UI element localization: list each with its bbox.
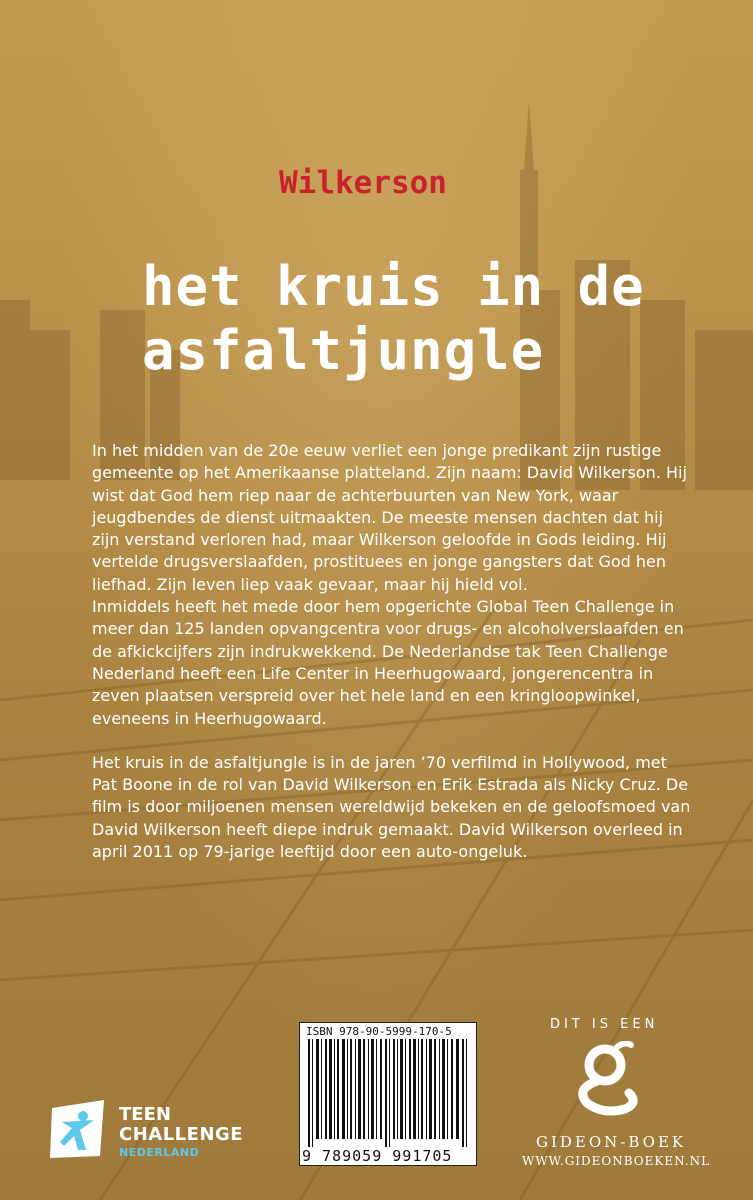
- teen-challenge-line-3: NEDERLAND: [119, 1146, 200, 1159]
- gideon-name: GIDEON-BOEK: [536, 1133, 687, 1151]
- gideon-url: WWW.GIDEONBOEKEN.NL: [522, 1154, 711, 1168]
- isbn-label: ISBN 978-90-5999-170-5: [306, 1025, 452, 1038]
- teen-challenge-line-2: CHALLENGE: [119, 1124, 244, 1145]
- gideon-tagline: DIT IS EEN: [550, 1017, 659, 1032]
- book-title-line-2: asfaltjungle: [142, 319, 545, 382]
- gideon-logo: [515, 1017, 711, 1168]
- blurb-paragraph-2: Inmiddels heeft het mede door hem opgerichte Global Teen Challenge in meer dan 125 landen opvangcentra voor drugs- en alcoholverslaafden en de afkickcijfers zijn indrukwekkend. De Nederlandse tak Teen Challenge Nederland heeft een Life Center in Heerhugowaard, jongerencentra in zeven plaatsen verspreid over het hele land en een kringloopwinkel, eveneens in Heerhugowaard.: [92, 597, 684, 728]
- g-monogram-icon: [567, 1041, 643, 1131]
- blurb: [92, 440, 692, 885]
- blurb-paragraph-1: In het midden van de 20e eeuw verliet een jonge predikant zijn rustige gemeente op het Amerikaanse platteland. Zijn naam: David Wilkerson. Hij wist dat God hem riep naar de achterbuurten van New York, waar jeugdbendes de dienst uitmaakten. De meeste mensen dachten dat hij zijn verstand verloren had, maar Wilkerson geloofde in Gods leiding. Hij vertelde drugsverslaafden, prostituees en jonge gangsters dat God hen liefhad. Zijn leven liep vaak gevaar, maar hij hield vol.: [92, 441, 687, 594]
- isbn-barcode: [299, 1022, 477, 1166]
- blurb-paragraph-3: Het kruis in de asfaltjungle is in de jaren ’70 verfilmd in Hollywood, met Pat Boone in de rol van David Wilkerson en Erik Estrada als Nicky Cruz. De film is door miljoenen mensen wereldwijd bekeken en de geloofsmoed van David Wilkerson heeft diepe indruk gemaakt. David Wilkerson overleed in april 2011 op 79-jarige leeftijd door een auto-ongeluk.: [92, 752, 691, 862]
- teen-challenge-logo: [50, 1100, 290, 1170]
- book-title-line-1: het kruis in de: [142, 255, 645, 318]
- running-figure-icon: [50, 1100, 106, 1160]
- teen-challenge-line-1: TEEN: [119, 1104, 171, 1125]
- book-title: [142, 255, 662, 383]
- barcode-bars: [306, 1039, 470, 1147]
- isbn-digits: 9 789059 991705: [302, 1147, 453, 1165]
- author-name: Wilkerson: [279, 165, 447, 201]
